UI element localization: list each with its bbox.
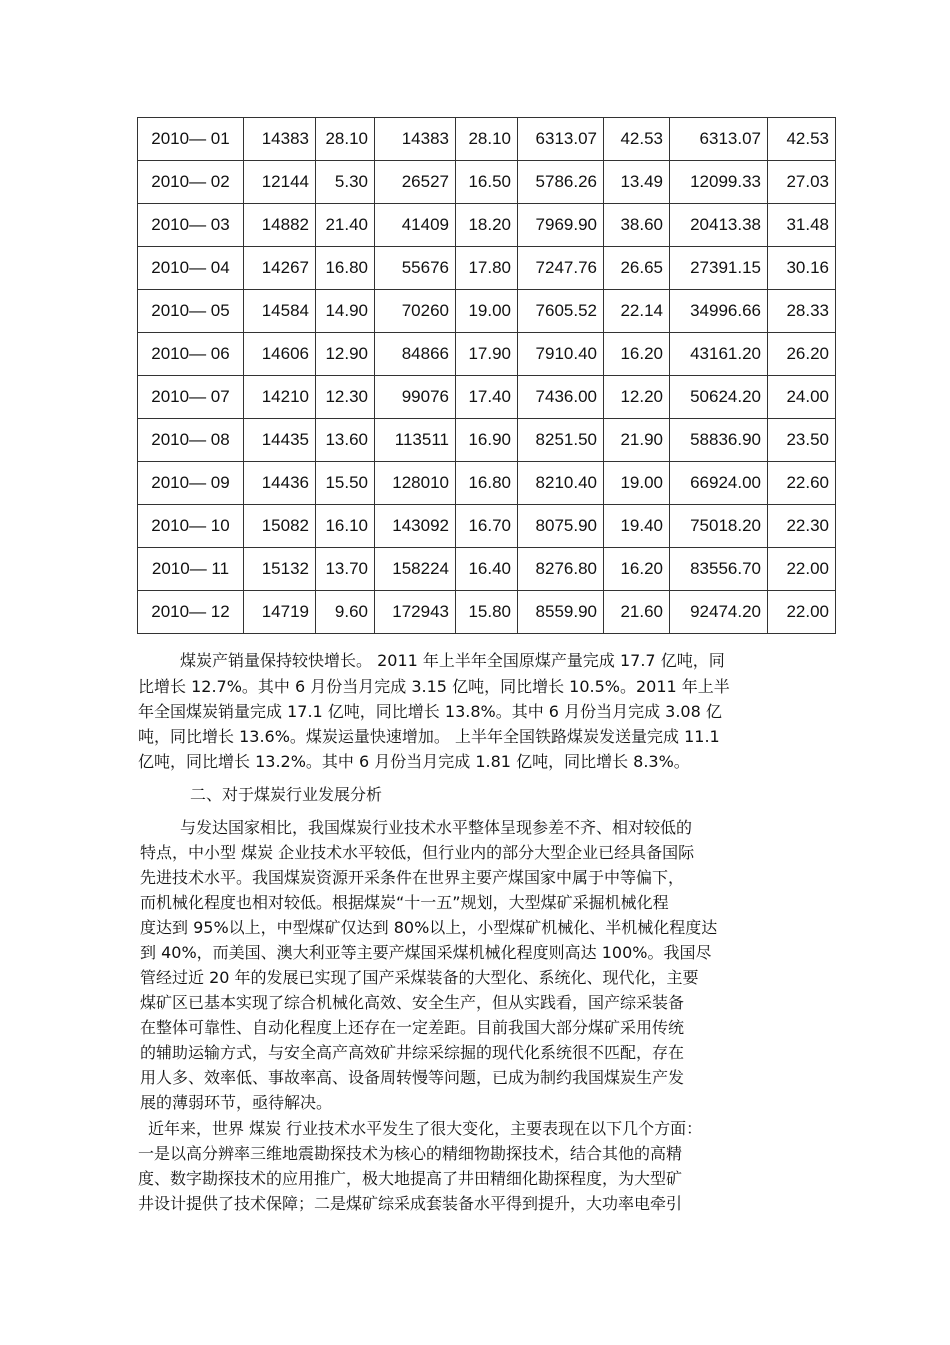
value-cell: 8075.90	[518, 505, 604, 548]
value-cell: 43161.20	[670, 333, 768, 376]
month-cell: 2010— 02	[138, 161, 244, 204]
value-cell: 22.60	[768, 462, 836, 505]
text-line: 展的薄弱环节，亟待解决。	[140, 1093, 333, 1112]
value-cell: 26527	[375, 161, 456, 204]
value-cell: 16.90	[456, 419, 518, 462]
value-cell: 26.20	[768, 333, 836, 376]
table-row	[138, 505, 836, 548]
text-line: 到 40%，而美国、澳大利亚等主要产煤国采煤机械化程度则高达 100%。我国尽	[140, 943, 712, 962]
month-cell: 2010— 07	[138, 376, 244, 419]
value-cell: 75018.20	[670, 505, 768, 548]
value-cell: 28.33	[768, 290, 836, 333]
text-line: 井设计提供了技术保障；二是煤矿综采成套装备水平得到提升，大功率电牵引	[138, 1194, 683, 1213]
value-cell: 21.90	[604, 419, 670, 462]
value-cell: 16.80	[316, 247, 375, 290]
text-line: 年全国煤炭销量完成 17.1 亿吨，同比增长 13.8%。其中 6 月份当月完成 3.08 亿	[138, 702, 722, 721]
value-cell: 14267	[244, 247, 316, 290]
value-cell: 16.10	[316, 505, 375, 548]
value-cell: 14383	[244, 118, 316, 161]
value-cell: 42.53	[604, 118, 670, 161]
value-cell: 143092	[375, 505, 456, 548]
section-heading: 二、对于煤炭行业发展分析	[190, 785, 383, 804]
text-line: 煤矿区已基本实现了综合机械化高效、安全生产，但从实践看，国产综采装备	[140, 993, 685, 1012]
value-cell: 14210	[244, 376, 316, 419]
value-cell: 6313.07	[518, 118, 604, 161]
value-cell: 99076	[375, 376, 456, 419]
value-cell: 13.70	[316, 548, 375, 591]
value-cell: 7247.76	[518, 247, 604, 290]
table-row	[138, 376, 836, 419]
value-cell: 28.10	[316, 118, 375, 161]
value-cell: 66924.00	[670, 462, 768, 505]
text-line: 与发达国家相比，我国煤炭行业技术水平整体呈现参差不齐、相对较低的	[180, 818, 693, 837]
table-row	[138, 462, 836, 505]
month-cell: 2010— 06	[138, 333, 244, 376]
value-cell: 158224	[375, 548, 456, 591]
month-cell: 2010— 01	[138, 118, 244, 161]
value-cell: 14719	[244, 591, 316, 634]
value-cell: 22.00	[768, 591, 836, 634]
value-cell: 15082	[244, 505, 316, 548]
value-cell: 30.16	[768, 247, 836, 290]
value-cell: 13.49	[604, 161, 670, 204]
value-cell: 19.00	[604, 462, 670, 505]
value-cell: 50624.20	[670, 376, 768, 419]
month-cell: 2010— 03	[138, 204, 244, 247]
value-cell: 8276.80	[518, 548, 604, 591]
value-cell: 7969.90	[518, 204, 604, 247]
value-cell: 12144	[244, 161, 316, 204]
value-cell: 38.60	[604, 204, 670, 247]
value-cell: 13.60	[316, 419, 375, 462]
text-line: 一是以高分辨率三维地震勘探技术为核心的精细物勘探技术，结合其他的高精	[138, 1144, 683, 1163]
value-cell: 7910.40	[518, 333, 604, 376]
value-cell: 5.30	[316, 161, 375, 204]
text-line: 特点，中小型 煤炭 企业技术水平较低，但行业内的部分大型企业已经具备国际	[140, 843, 695, 862]
coal-data-table	[137, 117, 836, 634]
text-line: 度、数字勘探技术的应用推广，极大地提高了井田精细化勘探程度，为大型矿	[138, 1169, 683, 1188]
value-cell: 16.50	[456, 161, 518, 204]
value-cell: 17.80	[456, 247, 518, 290]
value-cell: 28.10	[456, 118, 518, 161]
text-line: 亿吨，同比增长 13.2%。其中 6 月份当月完成 1.81 亿吨，同比增长 8.3%。	[138, 752, 690, 771]
table-row	[138, 247, 836, 290]
value-cell: 16.80	[456, 462, 518, 505]
table-row	[138, 591, 836, 634]
value-cell: 15.80	[456, 591, 518, 634]
value-cell: 42.53	[768, 118, 836, 161]
value-cell: 14383	[375, 118, 456, 161]
value-cell: 21.60	[604, 591, 670, 634]
value-cell: 113511	[375, 419, 456, 462]
value-cell: 20413.38	[670, 204, 768, 247]
month-cell: 2010— 08	[138, 419, 244, 462]
value-cell: 22.30	[768, 505, 836, 548]
month-cell: 2010— 10	[138, 505, 244, 548]
value-cell: 41409	[375, 204, 456, 247]
value-cell: 70260	[375, 290, 456, 333]
text-line: 先进技术水平。我国煤炭资源开采条件在世界主要产煤国家中属于中等偏下，	[140, 868, 685, 887]
month-cell: 2010— 09	[138, 462, 244, 505]
month-cell: 2010— 12	[138, 591, 244, 634]
value-cell: 5786.26	[518, 161, 604, 204]
value-cell: 22.14	[604, 290, 670, 333]
value-cell: 16.20	[604, 548, 670, 591]
value-cell: 17.40	[456, 376, 518, 419]
value-cell: 14882	[244, 204, 316, 247]
value-cell: 24.00	[768, 376, 836, 419]
month-cell: 2010— 05	[138, 290, 244, 333]
text-line: 管经过近 20 年的发展已实现了国产采煤装备的大型化、系统化、现代化，主要	[140, 968, 699, 987]
value-cell: 83556.70	[670, 548, 768, 591]
value-cell: 31.48	[768, 204, 836, 247]
value-cell: 18.20	[456, 204, 518, 247]
value-cell: 12.90	[316, 333, 375, 376]
value-cell: 6313.07	[670, 118, 768, 161]
value-cell: 23.50	[768, 419, 836, 462]
value-cell: 14.90	[316, 290, 375, 333]
value-cell: 172943	[375, 591, 456, 634]
value-cell: 55676	[375, 247, 456, 290]
table-row	[138, 161, 836, 204]
text-line: 而机械化程度也相对较低。根据煤炭“十一五”规划，大型煤矿采掘机械化程	[140, 893, 669, 912]
text-line: 在整体可靠性、自动化程度上还存在一定差距。目前我国大部分煤矿采用传统	[140, 1018, 685, 1037]
table-row	[138, 419, 836, 462]
value-cell: 128010	[375, 462, 456, 505]
value-cell: 27391.15	[670, 247, 768, 290]
text-line: 的辅助运输方式，与安全高产高效矿井综采综掘的现代化系统很不匹配，存在	[140, 1043, 685, 1062]
text-line: 度达到 95%以上，中型煤矿仅达到 80%以上，小型煤矿机械化、半机械化程度达	[140, 918, 718, 937]
value-cell: 19.00	[456, 290, 518, 333]
value-cell: 14584	[244, 290, 316, 333]
value-cell: 9.60	[316, 591, 375, 634]
value-cell: 16.40	[456, 548, 518, 591]
table-row	[138, 290, 836, 333]
text-line: 用人多、效率低、事故率高、设备周转慢等问题，已成为制约我国煤炭生产发	[140, 1068, 685, 1087]
value-cell: 19.40	[604, 505, 670, 548]
value-cell: 26.65	[604, 247, 670, 290]
month-cell: 2010— 11	[138, 548, 244, 591]
value-cell: 17.90	[456, 333, 518, 376]
value-cell: 16.70	[456, 505, 518, 548]
value-cell: 14435	[244, 419, 316, 462]
value-cell: 27.03	[768, 161, 836, 204]
value-cell: 92474.20	[670, 591, 768, 634]
value-cell: 34996.66	[670, 290, 768, 333]
value-cell: 15.50	[316, 462, 375, 505]
value-cell: 14606	[244, 333, 316, 376]
value-cell: 7436.00	[518, 376, 604, 419]
value-cell: 16.20	[604, 333, 670, 376]
text-line: 近年来，世界 煤炭 行业技术水平发生了很大变化，主要表现在以下几个方面：	[148, 1119, 703, 1138]
value-cell: 8559.90	[518, 591, 604, 634]
value-cell: 58836.90	[670, 419, 768, 462]
table-row	[138, 204, 836, 247]
value-cell: 21.40	[316, 204, 375, 247]
month-cell: 2010— 04	[138, 247, 244, 290]
text-line: 吨，同比增长 13.6%。煤炭运量快速增加。 上半年全国铁路煤炭发送量完成 11.1	[138, 727, 720, 746]
text-line: 煤炭产销量保持较快增长。 2011 年上半年全国原煤产量完成 17.7 亿吨，同	[180, 651, 725, 670]
value-cell: 12.20	[604, 376, 670, 419]
value-cell: 8251.50	[518, 419, 604, 462]
text-line: 比增长 12.7%。其中 6 月份当月完成 3.15 亿吨，同比增长 10.5%。2011 年上半	[138, 677, 730, 696]
value-cell: 12099.33	[670, 161, 768, 204]
table-row	[138, 118, 836, 161]
value-cell: 84866	[375, 333, 456, 376]
value-cell: 12.30	[316, 376, 375, 419]
value-cell: 14436	[244, 462, 316, 505]
table-row	[138, 548, 836, 591]
table-row	[138, 333, 836, 376]
value-cell: 7605.52	[518, 290, 604, 333]
value-cell: 22.00	[768, 548, 836, 591]
value-cell: 15132	[244, 548, 316, 591]
value-cell: 8210.40	[518, 462, 604, 505]
